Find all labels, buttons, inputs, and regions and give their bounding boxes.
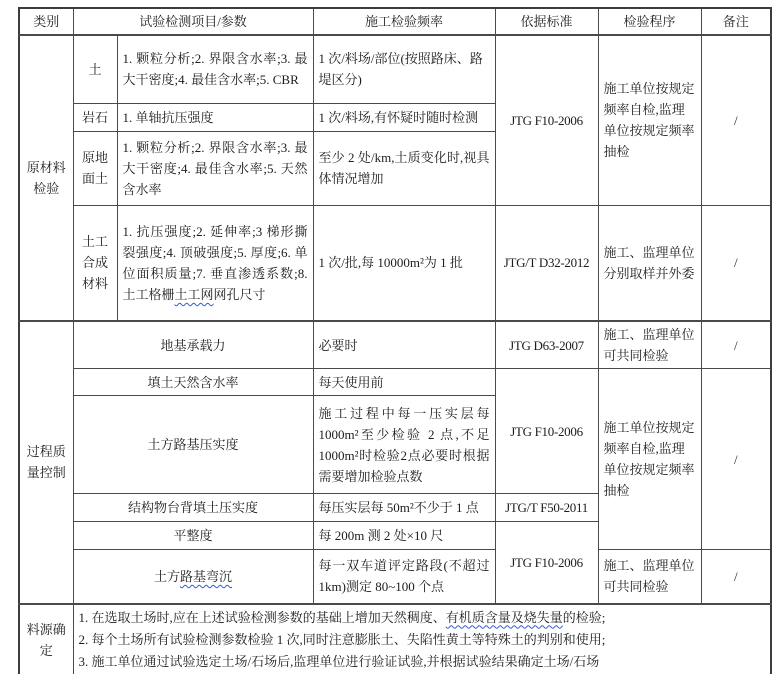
material-source-notes (73, 604, 771, 674)
procedure-raw-materials: 施工单位按规定频率自检,监理单位按规定频率抽检 (598, 35, 701, 205)
params-rock: 1. 单轴抗压强度 (117, 103, 313, 131)
params-geosynthetics (117, 205, 313, 321)
header-cell-remark: 备注 (701, 8, 771, 35)
params-text: 1. 抗压强度;2. 延伸率;3 梯形撕裂强度;4. 顶破强度;5. 厚度;6. 单位面积质量;7. 垂直渗透系数;8. 土工格栅 (122, 223, 308, 302)
note-1 (79, 607, 766, 629)
table-row (19, 321, 771, 369)
standard-bearing-capacity: JTG D63-2007 (495, 321, 598, 369)
table-row (19, 550, 771, 604)
subcategory-rock: 岩石 (73, 103, 117, 131)
group-label-material-source: 料源确定 (19, 604, 73, 674)
procedure-bearing-capacity: 施工、监理单位可共同检验 (598, 321, 701, 369)
subcategory-soil: 土 (73, 35, 117, 103)
standard-flatness-deflection: JTG F10-2006 (495, 522, 598, 604)
procedure-geosynthetics: 施工、监理单位分别取样并外委 (598, 205, 701, 321)
standard-raw-materials: JTG F10-2006 (495, 35, 598, 205)
note-2: 2. 每个土场所有试验检测参数检验 1 次,同时注意膨胀土、失陷性黄土等特殊土的判别和使用; (78, 631, 606, 647)
item-fill-moisture: 填土天然含水率 (73, 369, 313, 396)
remark-subgrade-deflection: / (701, 550, 771, 604)
item-flatness: 平整度 (73, 522, 313, 550)
subcategory-geosynthetics: 土工合成材料 (73, 205, 117, 321)
note-text: 的检验; (562, 609, 606, 625)
item-bearing-capacity: 地基承载力 (73, 321, 313, 369)
frequency-fill-moisture: 每天使用前 (313, 369, 495, 396)
frequency-rock: 1 次/料场,有怀疑时随时检测 (313, 103, 495, 131)
frequency-geosynthetics: 1 次/批,每 10000m²为 1 批 (313, 205, 495, 321)
spellcheck-underline: 有机质含量及烧失量 (445, 609, 563, 625)
frequency-flatness: 每 200m 测 2 处×10 尺 (313, 522, 495, 550)
frequency-abutment-backfill-compaction: 每压实层每 50m²不少于 1 点 (313, 494, 495, 522)
params-text: 网孔尺寸 (213, 286, 266, 302)
note-text: 1. 在选取土场时,应在上述试验检测参数的基础上增加天然稠度、 (78, 609, 446, 625)
table-row (19, 205, 771, 321)
remark-bearing-capacity: / (701, 321, 771, 369)
frequency-soil: 1 次/料场/部位(按照路床、路堤区分) (313, 35, 495, 103)
remark-raw-materials: / (701, 35, 771, 205)
inspection-table (18, 7, 772, 674)
group-label-raw-materials: 原材料检验 (19, 35, 73, 321)
frequency-bearing-capacity: 必要时 (313, 321, 495, 369)
procedure-process-quality: 施工单位按规定频率自检,监理单位按规定频率抽检 (598, 369, 701, 550)
standard-abutment-backfill-compaction: JTG/T F50-2011 (495, 494, 598, 522)
params-soil: 1. 颗粒分析;2. 界限含水率;3. 最大干密度;4. 最佳含水率;5. CBR (117, 35, 313, 103)
item-subgrade-deflection (73, 550, 313, 604)
header-cell-standard: 依据标准 (495, 8, 598, 35)
standard-geosynthetics: JTG/T D32-2012 (495, 205, 598, 321)
group-label-process-quality: 过程质量控制 (19, 321, 73, 604)
frequency-original-ground-soil: 至少 2 处/km,土质变化时,视具体情况增加 (313, 131, 495, 205)
item-text: 土方 (153, 568, 180, 584)
spellcheck-underline: 路基弯沉 (180, 568, 233, 584)
subcategory-original-ground-soil: 原地面土 (73, 131, 117, 205)
remark-geosynthetics: / (701, 205, 771, 321)
header-cell-procedure: 检验程序 (598, 8, 701, 35)
table-row (19, 35, 771, 103)
table-row (19, 604, 771, 674)
note-3: 3. 施工单位通过试验选定土场/石场后,监理单位进行验证试验,并根据试验结果确定土场/石场 (78, 653, 600, 669)
frequency-subgrade-compaction: 施工过程中每一压实层每1000m²至少检验 2 点,不足1000m²时检验2点必要时根据需要增加检验点数 (313, 396, 495, 494)
header-cell-frequency: 施工检验频率 (313, 8, 495, 35)
table-header-row (19, 8, 771, 35)
header-cell-category: 类别 (19, 8, 73, 35)
item-abutment-backfill-compaction: 结构物台背填土压实度 (73, 494, 313, 522)
table-row (19, 369, 771, 396)
item-subgrade-compaction: 土方路基压实度 (73, 396, 313, 494)
standard-fill-compaction: JTG F10-2006 (495, 369, 598, 494)
params-original-ground-soil: 1. 颗粒分析;2. 界限含水率;3. 最大干密度;4. 最佳含水率;5. 天然含水率 (117, 131, 313, 205)
remark-process-quality: / (701, 369, 771, 550)
header-cell-item: 试验检测项目/参数 (73, 8, 313, 35)
spellcheck-underline: 土工网 (174, 286, 214, 302)
frequency-subgrade-deflection: 每一双车道评定路段(不超过1km)测定 80~100 个点 (313, 550, 495, 604)
procedure-subgrade-deflection: 施工、监理单位可共同检验 (598, 550, 701, 604)
